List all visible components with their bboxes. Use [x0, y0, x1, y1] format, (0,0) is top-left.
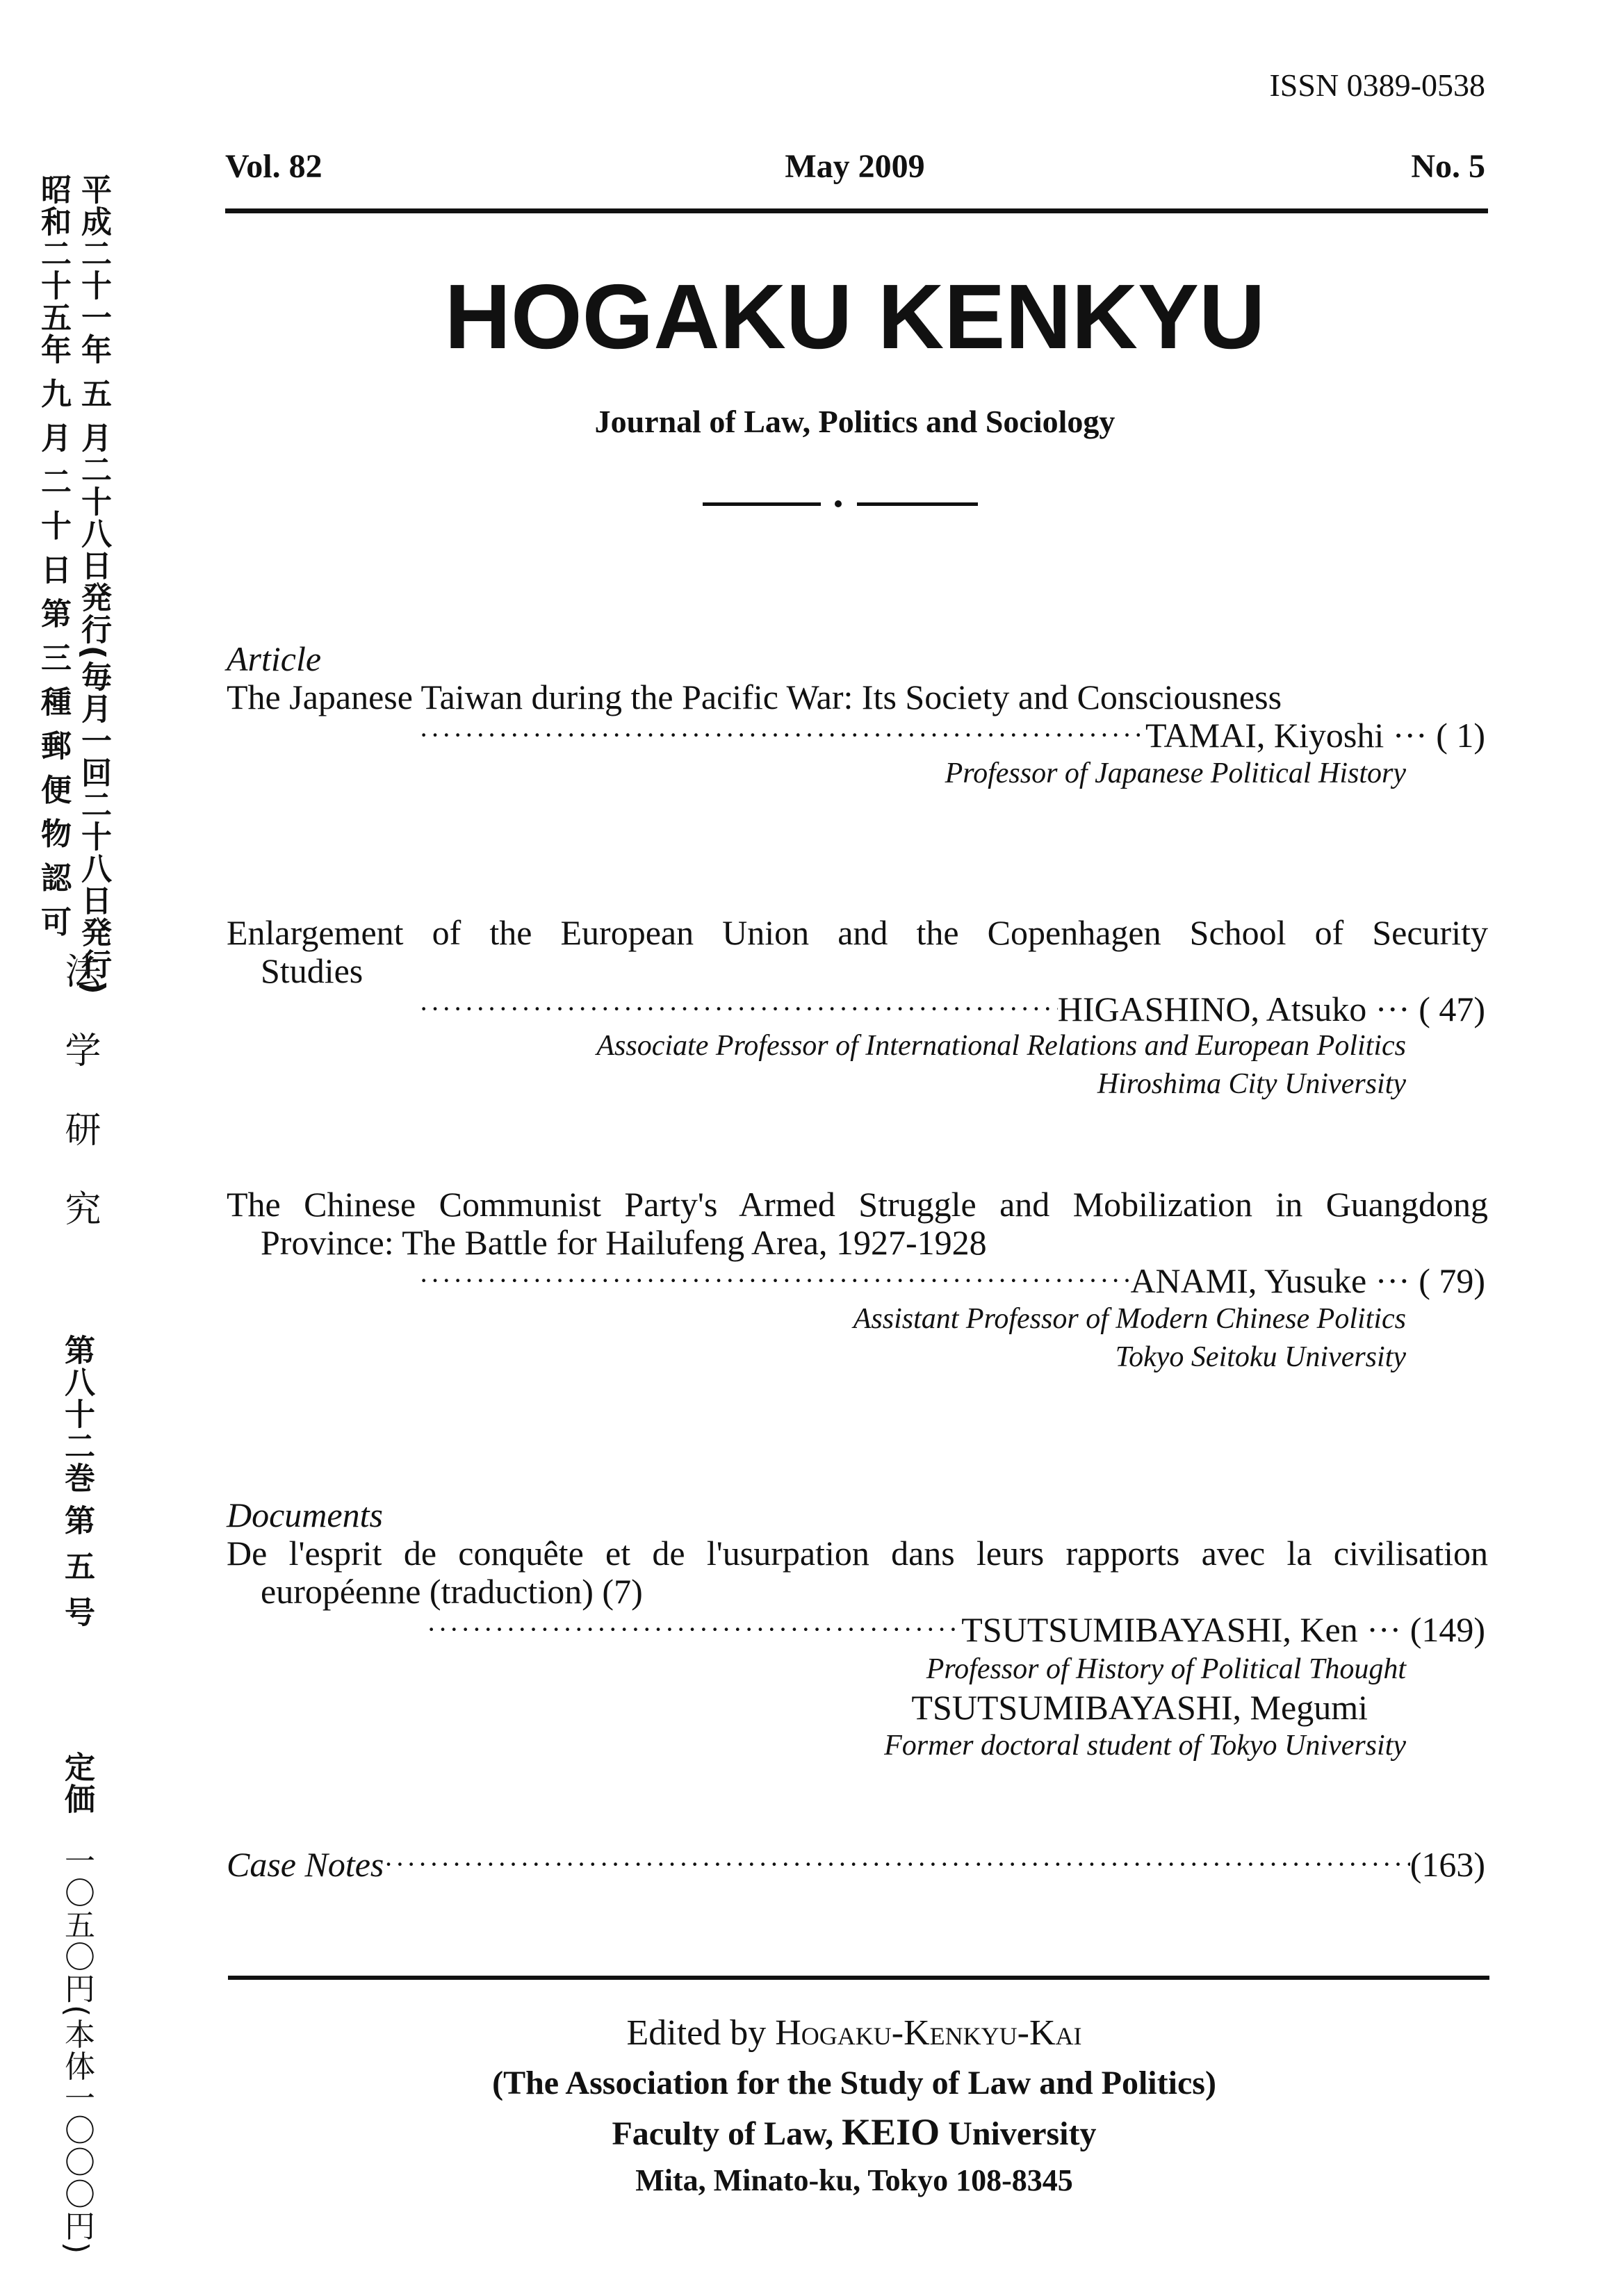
document-1-page: ··· (149): [1357, 1610, 1485, 1649]
editor-name: Hogaku-Kenkyu-Kai: [775, 2013, 1082, 2053]
article-1-author: TAMAI, Kiyoshi: [1145, 716, 1384, 755]
spine-price: 一〇五〇円(本体一〇〇〇円): [59, 1845, 95, 2256]
document-1-role: Professor of History of Political Thought: [926, 1653, 1406, 1685]
association-name: (The Association for the Study of Law and Politics): [492, 2065, 1216, 2101]
address: Mita, Minato-ku, Tokyo 108-8345: [635, 2163, 1073, 2197]
keio-name: KEIO: [842, 2111, 940, 2153]
document-1-leader: [427, 1610, 1485, 1649]
issue-date: May 2009: [785, 148, 925, 185]
article-1-leader: [419, 716, 1485, 755]
document-1-author: TSUTSUMIBAYASHI, Ken: [961, 1610, 1358, 1649]
journal-title: HOGAKU KENKYU: [444, 265, 1266, 368]
edited-by-label: Edited by: [626, 2013, 767, 2053]
article-3-page: ··· ( 79): [1366, 1261, 1485, 1300]
page-number: ( 79): [1419, 1261, 1485, 1300]
section-heading-documents: Documents: [227, 1495, 383, 1534]
spine-price-label: 定価: [59, 1751, 95, 1815]
document-1-title-line2[interactable]: européenne (traduction) (7): [261, 1572, 643, 1611]
ornament-rule-left: [703, 502, 821, 506]
dot-leader: [419, 716, 1145, 755]
article-3-affiliation: Tokyo Seitoku University: [1115, 1341, 1406, 1373]
page-number: (149): [1409, 1610, 1485, 1649]
case-notes-page: (163): [1409, 1845, 1485, 1884]
article-1-page: ··· ( 1): [1384, 716, 1485, 755]
spine-postal-permit: 昭和二十五年 九 月 二 十 日 第 三 種 郵 便 物 認 可: [35, 174, 71, 938]
ornament-dot: [835, 500, 842, 507]
spine-issue-date: 平成二十一年 五 月二十八日発行(毎月一回二十八日発行): [76, 174, 111, 996]
journal-subtitle: Journal of Law, Politics and Sociology: [594, 404, 1116, 439]
spine-issue: 第五号: [59, 1504, 95, 1642]
article-2-title-line2[interactable]: Studies: [261, 951, 363, 990]
footer-rule: [228, 1976, 1489, 1980]
article-2-affiliation: Hiroshima City University: [1097, 1068, 1406, 1100]
section-heading-article: Article: [227, 639, 322, 678]
spine-volume: 第八十二巻: [59, 1334, 95, 1494]
dot-leader: [384, 1845, 1409, 1884]
issue-number: No. 5: [1411, 148, 1485, 185]
dot-leader: [419, 1261, 1130, 1300]
article-3-role: Assistant Professor of Modern Chinese Politics: [853, 1303, 1406, 1335]
article-2-leader: [419, 990, 1485, 1028]
article-2-page: ··· ( 47): [1366, 990, 1485, 1028]
issn: ISSN 0389-0538: [1269, 67, 1485, 103]
article-3-title-line2[interactable]: Province: The Battle for Hailufeng Area, 1927-1928: [261, 1223, 987, 1262]
dot-leader: [427, 1610, 961, 1649]
article-3-leader: [419, 1261, 1485, 1300]
article-1-role: Professor of Japanese Political History: [945, 757, 1406, 789]
header-rule: [225, 208, 1488, 213]
article-2-author: HIGASHINO, Atsuko: [1057, 990, 1367, 1028]
article-2-title-line1[interactable]: Enlargement of the European Union and the Copenhagen School of Security: [227, 913, 1488, 952]
page-number: ( 47): [1419, 990, 1485, 1028]
faculty-label: Faculty of Law,: [612, 2115, 834, 2152]
case-notes-entry[interactable]: [227, 1845, 1485, 1884]
document-1-coauthor: TSUTSUMIBAYASHI, Megumi: [911, 1688, 1368, 1727]
faculty-line: [0, 2111, 1618, 2155]
article-3-author: ANAMI, Yusuke: [1130, 1261, 1367, 1300]
volume: Vol. 82: [225, 148, 322, 185]
page-number: ( 1): [1436, 716, 1485, 755]
document-1-coauthor-role: Former doctoral student of Tokyo University: [884, 1730, 1406, 1762]
case-notes-label: Case Notes: [227, 1845, 384, 1884]
document-1-title-line1[interactable]: De l'esprit de conquête et de l'usurpation dans leurs rapports avec la civilisation: [227, 1534, 1488, 1573]
edited-by-line: [0, 2012, 1618, 2054]
university-label: University: [948, 2115, 1097, 2152]
article-1-title[interactable]: The Japanese Taiwan during the Pacific War: Its Society and Consciousness: [227, 678, 1282, 716]
article-3-title-line1[interactable]: The Chinese Communist Party's Armed Struggle and Mobilization in Guangdong: [227, 1185, 1488, 1224]
article-2-role: Associate Professor of International Relations and European Politics: [596, 1030, 1406, 1062]
dot-leader: [419, 990, 1058, 1028]
spine-journal-name: 法学研究: [58, 952, 100, 1269]
ornament-rule-right: [857, 502, 978, 506]
